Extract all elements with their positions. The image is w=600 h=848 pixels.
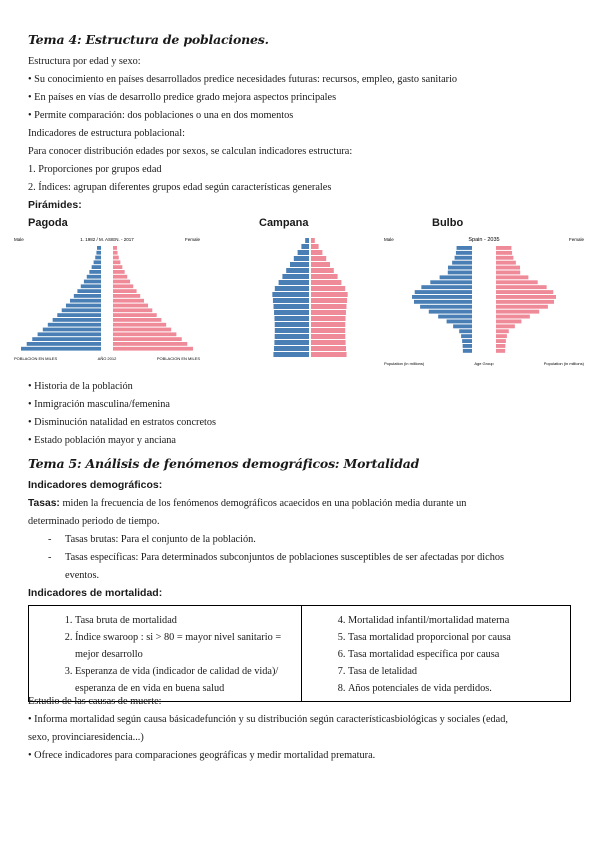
pagoda-bars	[21, 246, 193, 351]
female-bar	[496, 315, 530, 319]
female-bar	[496, 349, 505, 353]
pagoda-footer-center: AÑO 2012	[97, 356, 117, 361]
text-line: sexo, provinciaresidencia...)	[28, 732, 144, 743]
male-bar	[84, 280, 101, 284]
male-bar	[38, 332, 101, 336]
tasas-text: miden la frecuencia de los fenómenos demográficos acaecidos en una población media durante un	[59, 498, 467, 509]
female-bar	[113, 328, 171, 332]
male-bar	[95, 256, 101, 260]
male-bar	[412, 295, 472, 299]
female-bar	[113, 280, 130, 284]
male-bar	[456, 251, 472, 255]
male-bar	[463, 349, 472, 353]
male-bar	[272, 292, 309, 297]
text-line: Estructura por edad y sexo:	[28, 56, 141, 67]
tema4-title: Tema 4: Estructura de poblaciones.	[28, 32, 269, 47]
bullet-item: • Historia de la población	[28, 381, 133, 392]
text-line: Estudio de las causas de muerte:	[28, 696, 162, 707]
campana-pyramid-chart	[215, 234, 365, 364]
indicadores-mortalidad-heading: Indicadores de mortalidad:	[28, 587, 163, 599]
male-bar	[275, 328, 309, 333]
male-bar	[286, 268, 309, 273]
male-bar	[81, 284, 101, 288]
female-bar	[113, 289, 137, 293]
female-bar	[113, 342, 187, 346]
text-line: 2. Índices: agrupan diferentes grupos edad según características generales	[28, 182, 332, 193]
male-bar	[27, 342, 101, 346]
female-bar	[311, 262, 330, 267]
text-line: Indicadores de estructura poblacional:	[28, 128, 185, 139]
indicadores-demograficos-heading: Indicadores demográficos:	[28, 479, 163, 491]
female-bar	[113, 256, 119, 260]
female-bar	[113, 337, 182, 341]
female-bar	[496, 320, 521, 324]
indicator-item: 6. Tasa mortalidad específica por causa	[348, 646, 564, 663]
female-bar	[496, 305, 548, 309]
pyramid-title-pagoda: Pagoda	[28, 217, 68, 229]
female-bar	[113, 308, 152, 312]
dash-item-continuation: eventos.	[65, 570, 100, 581]
female-bar	[113, 260, 120, 264]
male-bar	[89, 270, 101, 274]
male-bar	[457, 246, 472, 250]
female-bar	[496, 310, 539, 314]
female-bar	[311, 286, 345, 291]
indicator-item: 1. Tasa bruta de mortalidad	[75, 612, 295, 629]
male-bar	[305, 238, 309, 243]
male-bar	[43, 328, 101, 332]
indicator-item: 2. Índice swaroop : si > 80 = mayor nivel sanitario = mejor desarrollo	[75, 629, 295, 663]
male-bar	[430, 280, 472, 284]
bulbo-footer-center: Age Group	[474, 361, 494, 366]
female-bar	[496, 251, 512, 255]
male-bar	[414, 300, 472, 304]
bullet-item: • Disminución natalidad en estratos concretos	[28, 417, 217, 428]
male-bar	[53, 318, 101, 322]
female-bar	[113, 304, 148, 308]
dash-marker: -	[48, 552, 52, 563]
female-bar	[496, 329, 509, 333]
pagoda-footer-left: POBLACION EN MILES	[14, 356, 58, 361]
female-bar	[496, 290, 553, 294]
female-bar	[113, 275, 127, 279]
female-bar	[311, 244, 319, 249]
male-bar	[274, 346, 309, 351]
male-bar	[459, 329, 472, 333]
male-bar	[275, 286, 309, 291]
female-bar	[496, 324, 515, 328]
female-bar	[113, 270, 125, 274]
male-bar	[415, 290, 472, 294]
male-bar	[87, 275, 101, 279]
female-bar	[311, 298, 347, 303]
female-bar	[113, 265, 122, 269]
male-bar	[77, 289, 101, 293]
male-bar	[448, 271, 472, 275]
bulbo-pyramid-chart	[384, 234, 584, 368]
text-line: • Permite comparación: dos poblaciones o una en dos momentos	[28, 110, 294, 121]
bulbo-header-center: Spain - 2035	[468, 237, 500, 243]
female-bar	[113, 299, 144, 303]
female-bar	[311, 292, 348, 297]
female-bar	[496, 261, 516, 265]
pagoda-header-left: Male	[14, 237, 24, 242]
tasas-line	[28, 498, 466, 509]
male-bar	[440, 275, 472, 279]
male-bar	[274, 340, 309, 345]
indicator-item: 4. Mortalidad infantil/mortalidad materna	[348, 612, 564, 629]
tasas-line-2: determinado periodo de tiempo.	[28, 516, 160, 527]
female-bar	[311, 310, 346, 315]
female-bar	[311, 256, 326, 261]
male-bar	[274, 304, 309, 309]
male-bar	[273, 352, 309, 357]
female-bar	[113, 246, 117, 250]
female-bar	[311, 304, 346, 309]
female-bar	[113, 323, 166, 327]
tema5-title: Tema 5: Análisis de fenómenos demográficos: Mortalidad	[28, 456, 420, 471]
female-bar	[496, 334, 507, 338]
dash-marker: -	[48, 534, 52, 545]
female-bar	[496, 280, 538, 284]
female-bar	[496, 339, 506, 343]
left-indicator-list	[35, 612, 295, 697]
male-bar	[70, 299, 101, 303]
male-bar	[21, 347, 101, 351]
male-bar	[448, 266, 472, 270]
dash-item: Tasas específicas: Para determinados subconjuntos de poblaciones susceptibles de ser afectadas por dichos	[65, 552, 505, 563]
tasas-label: Tasas:	[28, 498, 60, 509]
male-bar	[447, 320, 472, 324]
pagoda-footer-right: POBLACION EN MILES	[156, 356, 200, 361]
male-bar	[62, 308, 101, 312]
female-bar	[311, 322, 345, 327]
bullet-item: • Estado población mayor y anciana	[28, 435, 176, 446]
campana-bars	[272, 238, 347, 357]
text-line: • Ofrece indicadores para comparaciones geográficas y medir mortalidad prematura.	[28, 750, 376, 761]
text-line: • Su conocimiento en países desarrollados predice necesidades futuras: recursos, empleo, gasto sanitario	[28, 74, 458, 85]
left-column	[29, 606, 302, 702]
female-bar	[311, 346, 346, 351]
female-bar	[311, 250, 322, 255]
right-indicator-list	[308, 612, 564, 697]
male-bar	[298, 250, 309, 255]
male-bar	[421, 285, 472, 289]
pyramid-title-campana: Campana	[259, 217, 309, 229]
female-bar	[113, 318, 161, 322]
female-bar	[496, 275, 528, 279]
female-bar	[311, 274, 338, 279]
male-bar	[48, 323, 101, 327]
pyramid-title-bulbo: Bulbo	[432, 217, 464, 229]
pagoda-pyramid-chart	[14, 234, 200, 364]
female-bar	[113, 251, 118, 255]
male-bar	[92, 265, 101, 269]
female-bar	[311, 316, 346, 321]
bulbo-footer-left: Population (in millions)	[384, 361, 425, 366]
female-bar	[113, 313, 157, 317]
female-bar	[311, 238, 315, 243]
male-bar	[452, 261, 472, 265]
piramides-heading: Pirámides:	[28, 199, 82, 211]
female-bar	[311, 280, 341, 285]
male-bar	[274, 316, 309, 321]
female-bar	[496, 300, 554, 304]
male-bar	[57, 313, 101, 317]
male-bar	[429, 310, 472, 314]
bulbo-header-left: Male	[384, 237, 394, 242]
female-bar	[311, 340, 346, 345]
male-bar	[461, 334, 472, 338]
male-bar	[275, 322, 309, 327]
male-bar	[74, 294, 101, 298]
female-bar	[496, 344, 505, 348]
indicator-item: 8. Años potenciales de vida perdidos.	[348, 680, 564, 697]
male-bar	[290, 262, 309, 267]
male-bar	[282, 274, 309, 279]
male-bar	[273, 298, 309, 303]
male-bar	[301, 244, 309, 249]
bulbo-footer-right: Population (in millions)	[543, 361, 584, 366]
text-line: • En países en vías de desarrollo predice grado mejora aspectos principales	[28, 92, 337, 103]
dash-item: Tasas brutas: Para el conjunto de la población.	[65, 534, 256, 545]
male-bar	[463, 344, 472, 348]
male-bar	[97, 246, 101, 250]
male-bar	[279, 280, 309, 285]
indicator-item: 7. Tasa de letalidad	[348, 663, 564, 680]
mortality-indicators-table	[28, 605, 571, 702]
female-bar	[311, 352, 347, 357]
male-bar	[32, 337, 101, 341]
male-bar	[462, 339, 472, 343]
male-bar	[453, 324, 472, 328]
female-bar	[311, 334, 345, 339]
pagoda-header-center: 1. 1982 / M. ASIEN. - 2017	[80, 237, 134, 242]
male-bar	[455, 256, 472, 260]
female-bar	[113, 284, 133, 288]
male-bar	[294, 256, 309, 261]
pagoda-header-right: Female	[184, 237, 200, 242]
female-bar	[496, 285, 547, 289]
female-bar	[496, 256, 513, 260]
male-bar	[438, 315, 472, 319]
male-bar	[66, 304, 101, 308]
female-bar	[496, 295, 556, 299]
male-bar	[275, 334, 309, 339]
bulbo-header-right: Female	[568, 237, 584, 242]
female-bar	[311, 268, 334, 273]
female-bar	[113, 332, 176, 336]
right-column	[302, 606, 571, 702]
male-bar	[274, 310, 309, 315]
indicator-item: 3. Esperanza de vida (indicador de calidad de vida)/ esperanza de en vida en buena salud	[75, 663, 295, 697]
female-bar	[496, 266, 520, 270]
female-bar	[113, 294, 140, 298]
text-line: 1. Proporciones por grupos edad	[28, 164, 162, 175]
female-bar	[496, 271, 520, 275]
indicator-item: 5. Tasa mortalidad proporcional por causa	[348, 629, 564, 646]
male-bar	[96, 251, 101, 255]
female-bar	[311, 328, 345, 333]
text-line: Para conocer distribución edades por sexos, se calculan indicadores estructura:	[28, 146, 353, 157]
bulbo-bars	[412, 246, 556, 353]
male-bar	[420, 305, 472, 309]
female-bar	[496, 246, 511, 250]
female-bar	[113, 347, 193, 351]
male-bar	[94, 260, 101, 264]
bullet-item: • Inmigración masculina/femenina	[28, 399, 170, 410]
text-line: • Informa mortalidad según causa básicadefunción y su distribución según característicasbiológicas y sociales (edad,	[28, 714, 508, 725]
